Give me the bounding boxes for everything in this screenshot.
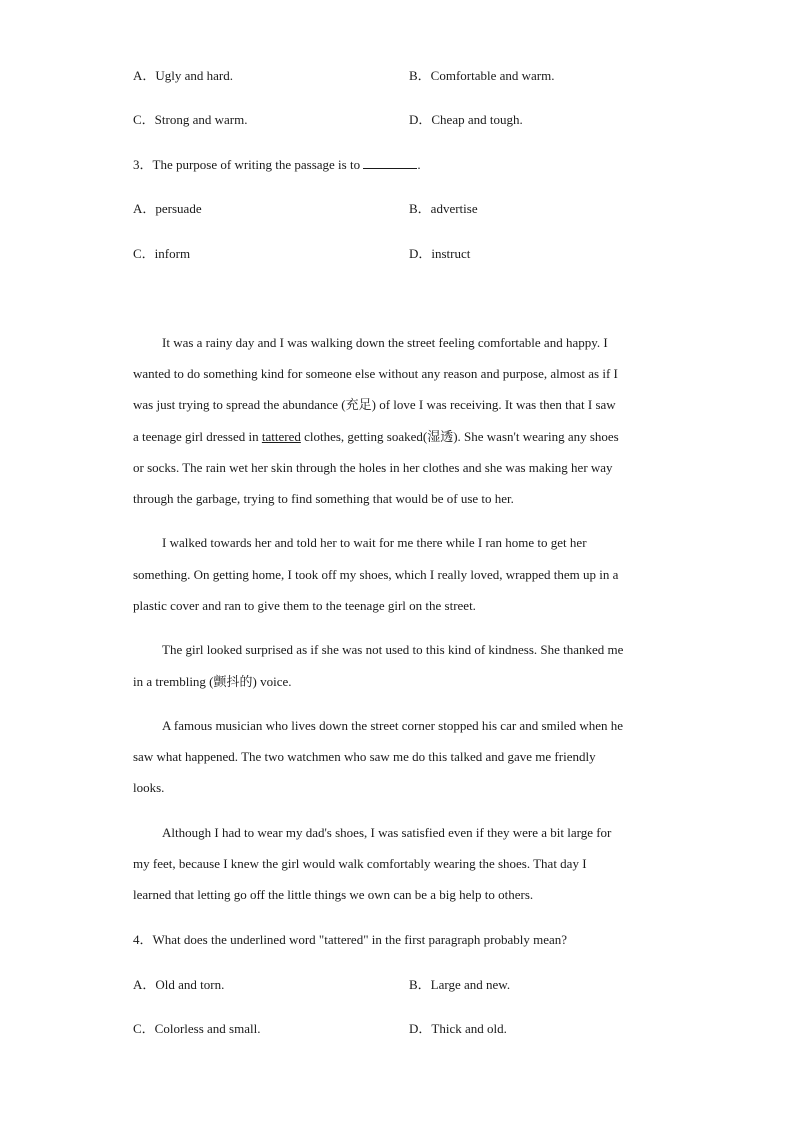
option-letter: C． — [133, 1021, 155, 1036]
passage-line: looks. — [133, 780, 165, 795]
q3-prompt-text: 3．The purpose of writing the passage is to — [133, 157, 361, 172]
option-text: inform — [154, 246, 191, 261]
option-letter: A． — [133, 977, 156, 992]
q3-prompt — [133, 157, 421, 173]
q4-option-b — [409, 977, 510, 993]
q2-option-c — [133, 112, 247, 128]
option-text: Old and torn. — [155, 977, 225, 992]
q3-option-a — [133, 201, 202, 217]
answer-blank — [363, 157, 417, 169]
q3-option-b — [409, 201, 478, 217]
option-text: Colorless and small. — [154, 1021, 261, 1036]
option-letter: D． — [409, 1021, 432, 1036]
passage-line: my feet, because I knew the girl would walk comfortably wearing the shoes. That day I — [133, 856, 587, 871]
q2-option-a — [133, 68, 233, 84]
passage-line: saw what happened. The two watchmen who saw me do this talked and gave me friendly — [133, 749, 596, 764]
q2-option-b — [409, 68, 555, 84]
passage-line: Although I had to wear my dad's shoes, I was satisfied even if they were a bit large for — [162, 825, 612, 840]
option-text: Large and new. — [430, 977, 511, 992]
passage-line: plastic cover and ran to give them to the teenage girl on the street. — [133, 598, 476, 613]
option-letter: B． — [409, 977, 431, 992]
passage-text: a teenage girl dressed in — [133, 429, 262, 444]
option-letter: B． — [409, 201, 431, 216]
q3-option-d — [409, 246, 470, 262]
passage-line: learned that letting go off the little things we own can be a big help to others. — [133, 887, 534, 902]
option-letter: D． — [409, 246, 432, 261]
option-letter: D． — [409, 112, 432, 127]
passage-line: It was a rainy day and I was walking down the street feeling comfortable and happy. I — [162, 335, 608, 350]
option-text: Strong and warm. — [154, 112, 248, 127]
option-letter: C． — [133, 112, 155, 127]
q4-option-a — [133, 977, 224, 993]
passage-line: A famous musician who lives down the street corner stopped his car and smiled when he — [162, 718, 624, 733]
passage-text: clothes, getting soaked(湿透). She wasn't wearing any shoes — [300, 429, 619, 444]
option-text: Ugly and hard. — [155, 68, 234, 83]
q4-option-c — [133, 1021, 260, 1037]
passage-line: I walked towards her and told her to wait for me there while I ran home to get her — [162, 535, 587, 550]
passage-line: through the garbage, trying to find something that would be of use to her. — [133, 491, 514, 506]
q2-option-d — [409, 112, 523, 128]
q4-option-d — [409, 1021, 507, 1037]
option-text: Comfortable and warm. — [430, 68, 555, 83]
passage-line: or socks. The rain wet her skin through the holes in her clothes and she was making her way — [133, 460, 613, 475]
passage-line: was just trying to spread the abundance (充足) of love I was receiving. It was then that I saw — [133, 397, 616, 412]
option-text: advertise — [430, 201, 478, 216]
underlined-word: tattered — [261, 429, 301, 444]
option-text: persuade — [155, 201, 202, 216]
passage-line: The girl looked surprised as if she was not used to this kind of kindness. She thanked me — [162, 642, 624, 657]
option-letter: A． — [133, 68, 156, 83]
q4-prompt: 4．What does the underlined word "tattered" in the first paragraph probably mean? — [133, 932, 568, 947]
passage-line: wanted to do something kind for someone else without any reason and purpose, almost as if I — [133, 366, 618, 381]
passage-line — [133, 429, 619, 445]
option-text: Thick and old. — [431, 1021, 507, 1036]
option-text: Cheap and tough. — [431, 112, 523, 127]
option-letter: A． — [133, 201, 156, 216]
option-text: instruct — [431, 246, 471, 261]
q3-prompt-end: . — [417, 157, 421, 172]
passage-line: in a trembling (颤抖的) voice. — [133, 674, 292, 689]
option-letter: C． — [133, 246, 155, 261]
q3-option-c — [133, 246, 190, 262]
passage-line: something. On getting home, I took off my shoes, which I really loved, wrapped them up in a — [133, 567, 619, 582]
option-letter: B． — [409, 68, 431, 83]
